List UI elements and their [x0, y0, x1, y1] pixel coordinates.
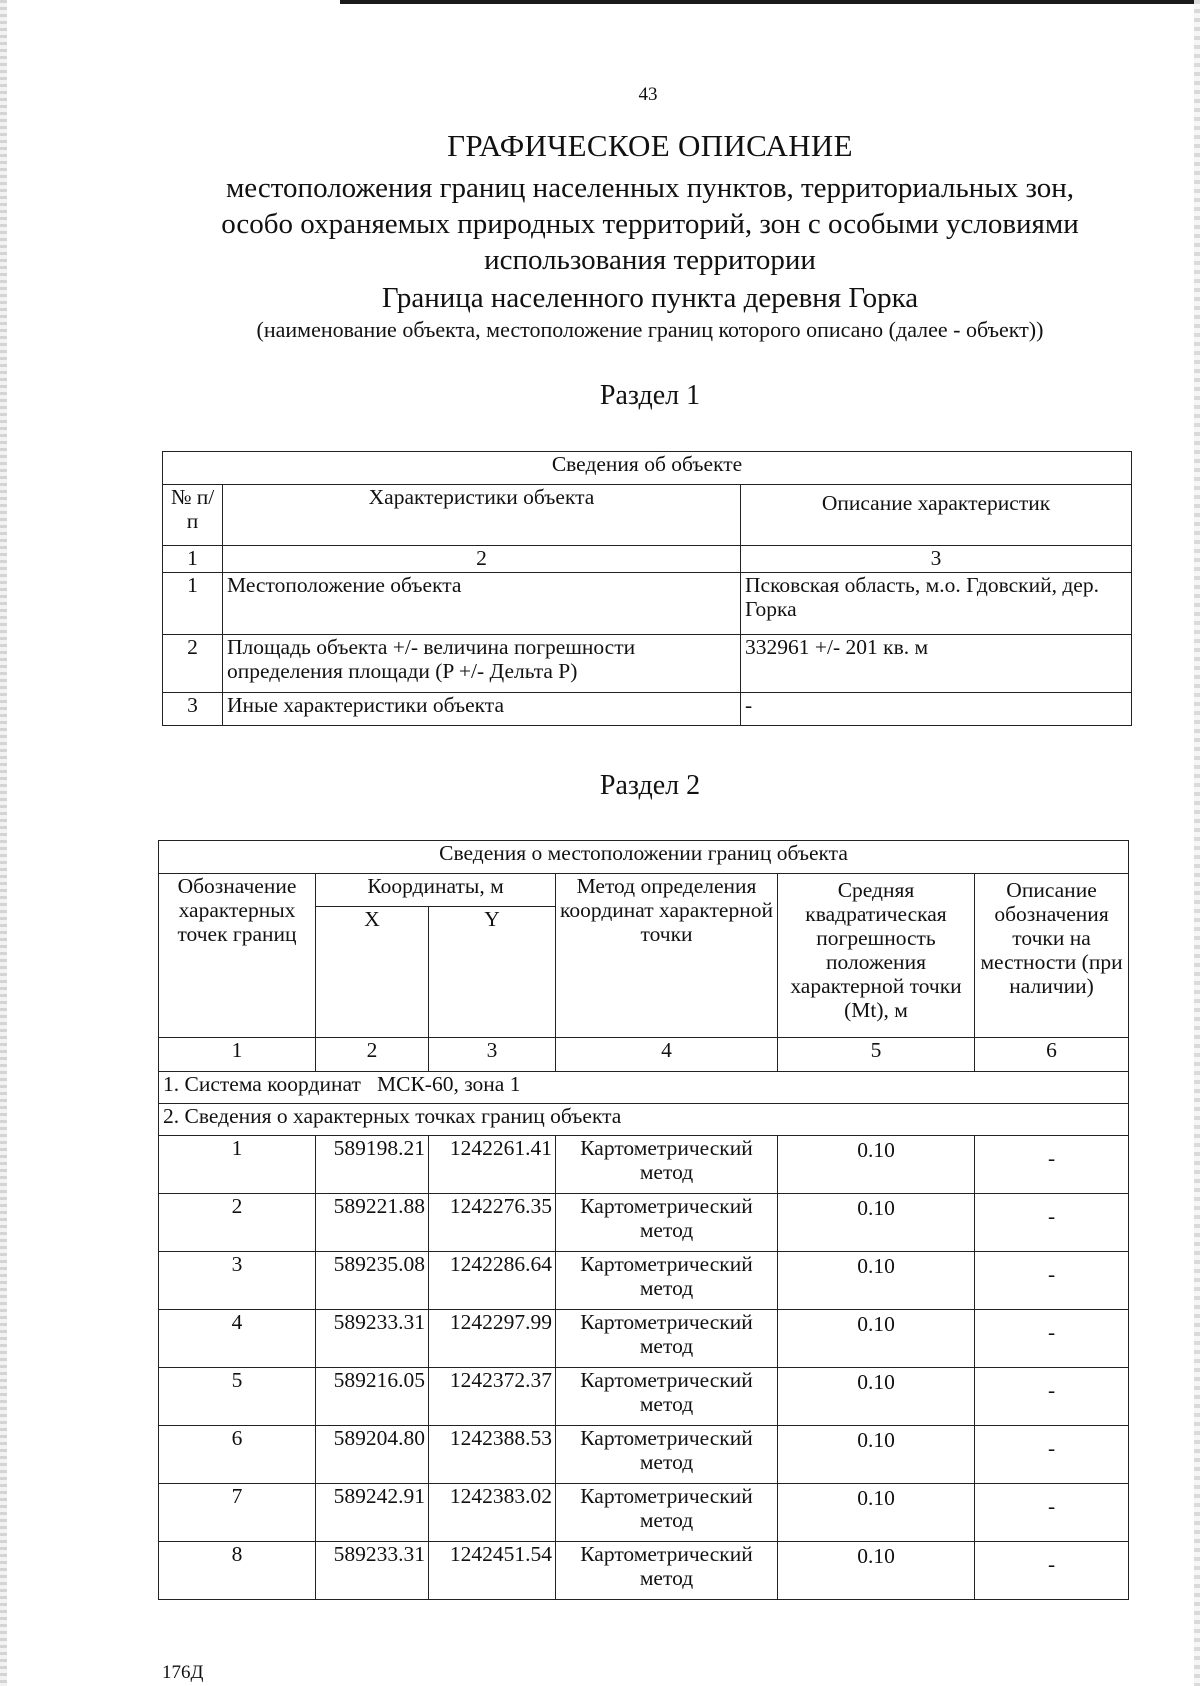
mean-error: 0.10	[778, 1368, 975, 1426]
point-id: 8	[159, 1542, 316, 1600]
table-row	[159, 1542, 1129, 1600]
coordinate-system-row: 1. Система координат МСК-60, зона 1	[159, 1072, 1129, 1104]
coord-y: 1242286.64	[429, 1252, 556, 1310]
coord-x: 589204.80	[316, 1426, 429, 1484]
method: Картометрический метод	[556, 1542, 778, 1600]
col-number: 2	[223, 546, 741, 573]
table-row	[159, 1484, 1129, 1542]
row-characteristic: Иные характеристики объекта	[223, 693, 741, 726]
coord-y: 1242383.02	[429, 1484, 556, 1542]
footer-code: 176Д	[162, 1662, 204, 1683]
table-row	[163, 635, 1132, 693]
point-id: 7	[159, 1484, 316, 1542]
point-description: -	[975, 1426, 1129, 1484]
row-value: -	[741, 693, 1132, 726]
section-2-label: Раздел 2	[599, 770, 701, 801]
header-point-designation: Обозначение характерных точек границ	[159, 874, 316, 1038]
point-description: -	[975, 1252, 1129, 1310]
point-id: 6	[159, 1426, 316, 1484]
row-characteristic: Площадь объекта +/- величина погрешности определения площади (P +/- Дельта P)	[223, 635, 741, 693]
object-name-note: (наименование объекта, местоположение границ которого описано (далее - объект))	[256, 317, 1044, 342]
mean-error: 0.10	[778, 1484, 975, 1542]
row-number: 2	[163, 635, 223, 693]
coord-x: 589233.31	[316, 1542, 429, 1600]
header-number: № п/п	[163, 485, 223, 546]
point-description: -	[975, 1368, 1129, 1426]
point-description: -	[975, 1542, 1129, 1600]
mean-error: 0.10	[778, 1136, 975, 1194]
header-characteristic: Характеристики объекта	[223, 485, 741, 546]
method: Картометрический метод	[556, 1194, 778, 1252]
point-id: 1	[159, 1136, 316, 1194]
scan-right-edge	[1194, 0, 1200, 1686]
mean-error: 0.10	[778, 1194, 975, 1252]
coord-y: 1242372.37	[429, 1368, 556, 1426]
coord-x: 589216.05	[316, 1368, 429, 1426]
point-id: 3	[159, 1252, 316, 1310]
table-row	[159, 1368, 1129, 1426]
table-caption: Сведения об объекте	[163, 452, 1132, 485]
point-description: -	[975, 1136, 1129, 1194]
point-description: -	[975, 1310, 1129, 1368]
mean-error: 0.10	[778, 1426, 975, 1484]
mean-error: 0.10	[778, 1252, 975, 1310]
coord-y: 1242261.41	[429, 1136, 556, 1194]
table-caption: Сведения о местоположении границ объекта	[159, 841, 1129, 874]
coord-x: 589242.91	[316, 1484, 429, 1542]
point-id: 2	[159, 1194, 316, 1252]
table-row	[163, 573, 1132, 635]
row-value: Псковская область, м.о. Гдовский, дер. Горка	[741, 573, 1132, 635]
header-point-description: Описание обозначения точки на местности (при наличии)	[975, 874, 1129, 1038]
points-section-row: 2. Сведения о характерных точках границ объекта	[159, 1104, 1129, 1136]
scan-top-edge	[340, 0, 1200, 4]
coord-x: 589233.31	[316, 1310, 429, 1368]
coord-x: 589221.88	[316, 1194, 429, 1252]
point-description: -	[975, 1194, 1129, 1252]
header-coordinates: Координаты, м	[316, 874, 556, 907]
boundary-points-table	[158, 840, 1129, 1600]
table-row	[159, 1194, 1129, 1252]
row-number: 1	[163, 573, 223, 635]
method: Картометрический метод	[556, 1368, 778, 1426]
point-description: -	[975, 1484, 1129, 1542]
method: Картометрический метод	[556, 1310, 778, 1368]
method: Картометрический метод	[556, 1426, 778, 1484]
scan-left-edge	[0, 0, 7, 1686]
col-number: 1	[159, 1038, 316, 1072]
row-number: 3	[163, 693, 223, 726]
coord-y: 1242388.53	[429, 1426, 556, 1484]
row-characteristic: Местоположение объекта	[223, 573, 741, 635]
subtitle-line-1: местоположения границ населенных пунктов, территориальных зон,	[225, 172, 1075, 204]
header-y: Y	[429, 907, 556, 1038]
document-title: ГРАФИЧЕСКОЕ ОПИСАНИЕ	[447, 128, 853, 163]
object-info-table	[162, 451, 1132, 726]
header-method: Метод определения координат характерной точки	[556, 874, 778, 1038]
col-number: 3	[429, 1038, 556, 1072]
point-id: 5	[159, 1368, 316, 1426]
mean-error: 0.10	[778, 1310, 975, 1368]
object-name: Граница населенного пункта деревня Горка	[381, 282, 919, 314]
table-row	[159, 1310, 1129, 1368]
mean-error: 0.10	[778, 1542, 975, 1600]
col-number: 6	[975, 1038, 1129, 1072]
table-row	[159, 1252, 1129, 1310]
header-description: Описание характеристик	[741, 485, 1132, 546]
point-id: 4	[159, 1310, 316, 1368]
table-row	[163, 693, 1132, 726]
section-1-label: Раздел 1	[599, 380, 701, 411]
col-number: 4	[556, 1038, 778, 1072]
method: Картометрический метод	[556, 1136, 778, 1194]
header-mean-error: Средняя квадратическая погрешность положения характерной точки (Mt), м	[778, 874, 975, 1038]
coord-x: 589235.08	[316, 1252, 429, 1310]
header-x: X	[316, 907, 429, 1038]
subtitle-line-2: особо охраняемых природных территорий, зон с особыми условиями	[221, 208, 1079, 240]
col-number: 1	[163, 546, 223, 573]
coord-y: 1242276.35	[429, 1194, 556, 1252]
coord-x: 589198.21	[316, 1136, 429, 1194]
col-number: 5	[778, 1038, 975, 1072]
page-number: 43	[638, 84, 658, 105]
coord-y: 1242297.99	[429, 1310, 556, 1368]
col-number: 3	[741, 546, 1132, 573]
col-number: 2	[316, 1038, 429, 1072]
table-row	[159, 1426, 1129, 1484]
method: Картометрический метод	[556, 1252, 778, 1310]
row-value: 332961 +/- 201 кв. м	[741, 635, 1132, 693]
method: Картометрический метод	[556, 1484, 778, 1542]
table-row	[159, 1136, 1129, 1194]
coord-y: 1242451.54	[429, 1542, 556, 1600]
subtitle-line-3: использования территории	[484, 244, 816, 276]
